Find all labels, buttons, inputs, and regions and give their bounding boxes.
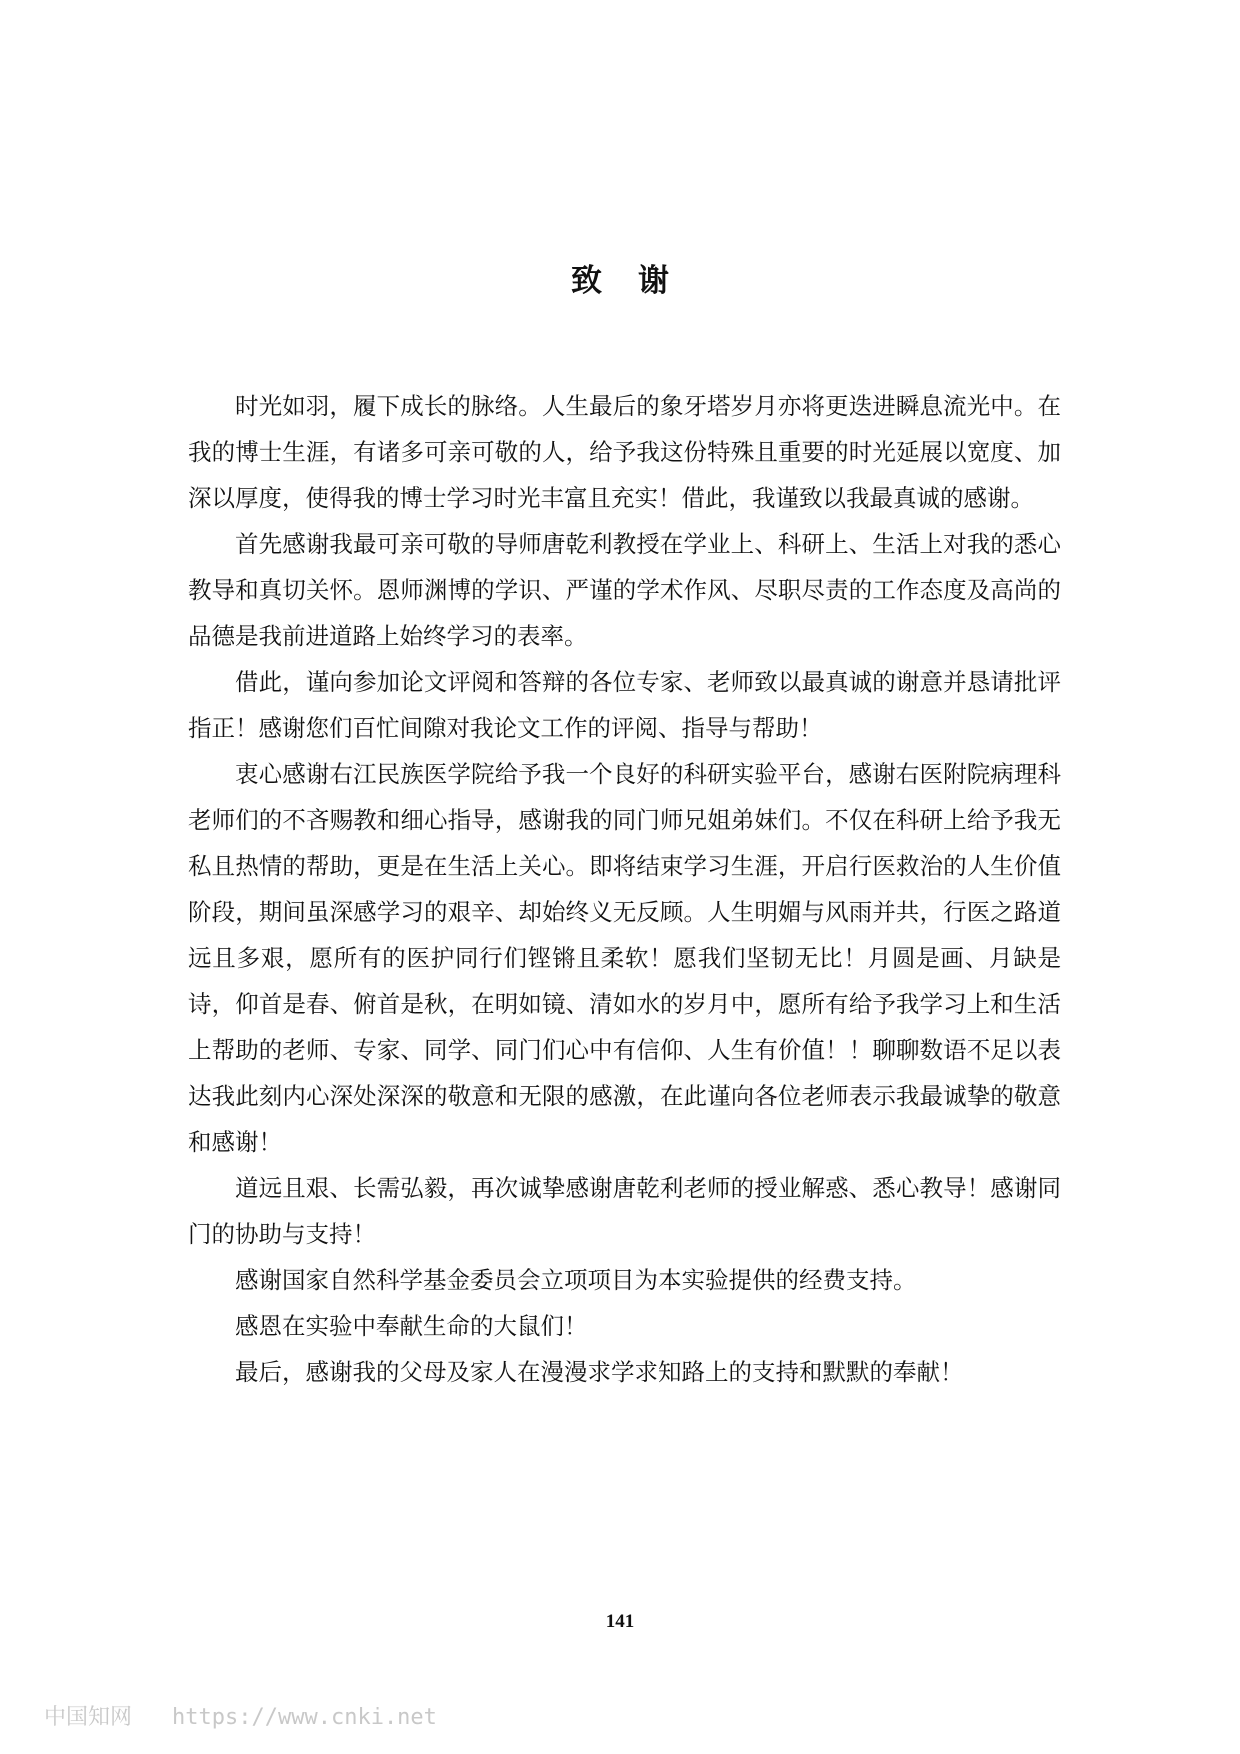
paragraph: 感谢国家自然科学基金委员会立项项目为本实验提供的经费支持。: [235, 1266, 917, 1294]
paragraph: 借此，谨向参加论文评阅和答辩的各位专家、老师致以最真诚的谢意并恳请批评指正！感谢您们百忙间隙对我论文工作的评阅、指导与帮助！: [188, 668, 1061, 742]
title-char-2: 谢: [638, 263, 669, 299]
paragraph: 首先感谢我最可亲可敬的导师唐乾利教授在学业上、科研上、生活上对我的悉心教导和真切关怀。恩师渊博的学识、严谨的学术作风、尽职尽责的工作态度及高尚的品德是我前进道路上始终学习的表率。: [188, 530, 1061, 650]
acknowledgement-body: [188, 383, 1061, 1395]
watermark-name: 中国知网: [44, 1705, 133, 1730]
paragraph: 道远且艰、长需弘毅，再次诚挚感谢唐乾利老师的授业解惑、悉心教导！感谢同门的协助与支持！: [188, 1174, 1061, 1248]
paragraph: 衷心感谢右江民族医学院给予我一个良好的科研实验平台，感谢右医附院病理科老师们的不吝赐教和细心指导，感谢我的同门师兄姐弟妹们。不仅在科研上给予我无私且热情的帮助，更是在生活上关心。即将结束学习生涯，开启行医救治的人生价值阶段，期间虽深感学习的艰辛、却始终义无反顾。人生明媚与风雨并共，行医之路道远且多艰，愿所有的医护同行们铿锵且柔软！愿我们坚韧无比！月圆是画、月缺是诗，仰首是春、俯首是秋，在明如镜、清如水的岁月中，愿所有给予我学习上和生活上帮助的老师、专家、同学、同门们心中有信仰、人生有价值！！聊聊数语不足以表达我此刻内心深处深深的敬意和无限的感激，在此谨向各位老师表示我最诚挚的敬意和感谢！: [188, 760, 1061, 1156]
page-title: [0, 255, 1240, 300]
watermark: [44, 1700, 437, 1731]
title-char-1: 致: [571, 263, 602, 299]
page-number: 141: [605, 1611, 635, 1632]
paragraph: 时光如羽，履下成长的脉络。人生最后的象牙塔岁月亦将更迭进瞬息流光中。在我的博士生涯，有诸多可亲可敬的人，给予我这份特殊且重要的时光延展以宽度、加深以厚度，使得我的博士学习时光丰富且充实！借此，我谨致以我最真诚的感谢。: [188, 392, 1061, 512]
paragraph: 最后，感谢我的父母及家人在漫漫求学求知路上的支持和默默的奉献！: [235, 1358, 964, 1386]
watermark-url: https://www.cnki.net: [172, 1705, 437, 1730]
paragraph: 感恩在实验中奉献生命的大鼠们！: [235, 1312, 588, 1340]
